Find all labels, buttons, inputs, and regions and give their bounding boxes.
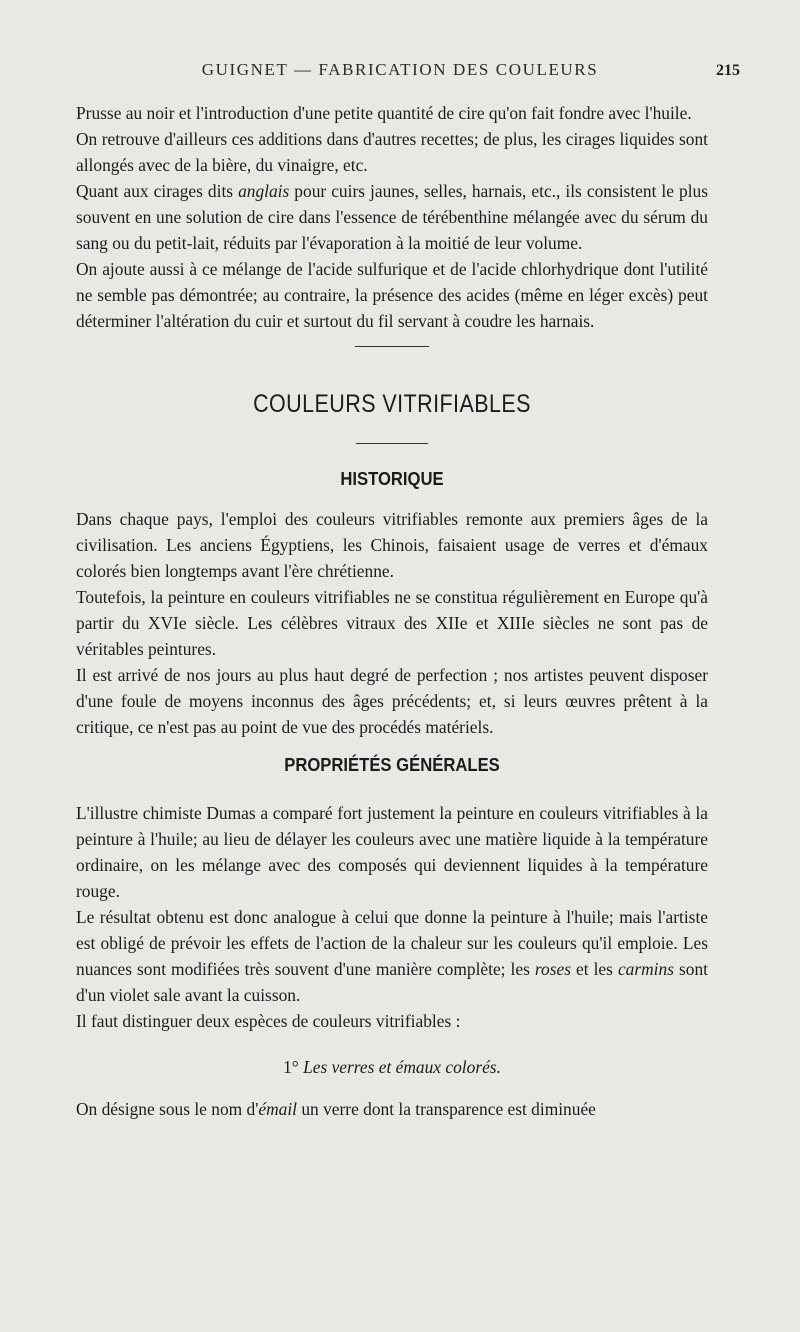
text-run: pour cuirs jaunes, selles, harnais, etc., ils consistent le plus souvent en une solution de cire dans l'essence de térébenthine mélangée avec du sérum du sang ou du petit-lait, réduits par l'évaporation à la moitié de leur volume. (76, 181, 708, 253)
page-number: 215 (716, 62, 740, 79)
subsection-text: Les verres et émaux colorés. (303, 1057, 501, 1077)
heading-historique: HISTORIQUE (340, 468, 444, 489)
text-run: On désigne sous le nom d' (76, 1099, 259, 1119)
paragraph: Il est arrivé de nos jours au plus haut degré de perfection ; nos artistes peuvent disposer d'une foule de moyens inconnus des âges précédents; et, si leurs œuvres prêtent à la critique, ce n'est pas au point de vue des procédés matériels. (76, 665, 708, 737)
text-run: Quant aux cirages dits (76, 181, 239, 201)
text-run: Le résultat obtenu est donc analogue à celui que donne la peinture à l'huile; mais l'artiste est obligé de prévoir les effets de l'action de la chaleur sur les couleurs qu'il emploie. Les nuances sont modifiées très souvent d'une manière complète; les (76, 907, 708, 979)
paragraph-anglais (76, 178, 708, 256)
page-body (76, 100, 708, 1122)
paragraph-roses-carmins (76, 904, 708, 1008)
paragraph: On retrouve d'ailleurs ces additions dans d'autres recettes; de plus, les cirages liquides sont allongés avec de la bière, du vinaigre, etc. (76, 129, 708, 175)
text-run: et les (570, 959, 618, 979)
italic-term: anglais (238, 181, 290, 201)
subsection-number: 1° (283, 1057, 299, 1077)
paragraph: Prusse au noir et l'introduction d'une petite quantité de cire qu'on fait fondre avec l'huile. (76, 103, 692, 123)
paragraph: On ajoute aussi à ce mélange de l'acide sulfurique et de l'acide chlorhydrique dont l'utilité ne semble pas démontrée; au contraire, la présence des acides (même en léger excès) peut déterminer l'altération du cuir et surtout du fil servant à coudre les harnais. (76, 259, 708, 331)
text-run: sont d'un violet sale avant la cuisson. (76, 959, 709, 1005)
short-rule (355, 346, 429, 347)
short-rule (356, 443, 428, 444)
running-head (60, 60, 740, 86)
italic-term: émail (258, 1099, 297, 1119)
paragraph-email (76, 1096, 708, 1122)
section-title: COULEURS VITRIFIABLES (253, 390, 531, 418)
running-title: GUIGNET — FABRICATION DES COULEURS (201, 60, 599, 79)
italic-term: carmins (617, 959, 674, 979)
paragraph: Il faut distinguer deux espèces de couleurs vitrifiables : (76, 1011, 461, 1031)
paragraph: L'illustre chimiste Dumas a comparé fort justement la peinture en couleurs vitrifiables à la peinture à l'huile; au lieu de délayer les couleurs avec une matière liquide à la température ordinaire, on les mélange avec des composés qui deviennent liquides à la température rouge. (76, 803, 708, 901)
italic-term: roses (534, 959, 571, 979)
subsection-title (76, 1054, 708, 1080)
paragraph: Dans chaque pays, l'emploi des couleurs vitrifiables remonte aux premiers âges de la civilisation. Les anciens Égyptiens, les Chinois, faisaient usage de verres et d'émaux colorés bien longtemps avant l'ère chrétienne. (76, 509, 708, 581)
text-run: un verre dont la transparence est diminuée (296, 1099, 596, 1119)
paragraph: Toutefois, la peinture en couleurs vitrifiables ne se constitua régulièrement en Europe qu'à partir du XVIe siècle. Les célèbres vitraux des XIIe et XIIIe siècles ne sont pas de véritables peintures. (76, 587, 708, 659)
heading-proprietes: PROPRIÉTÉS GÉNÉRALES (284, 754, 500, 775)
